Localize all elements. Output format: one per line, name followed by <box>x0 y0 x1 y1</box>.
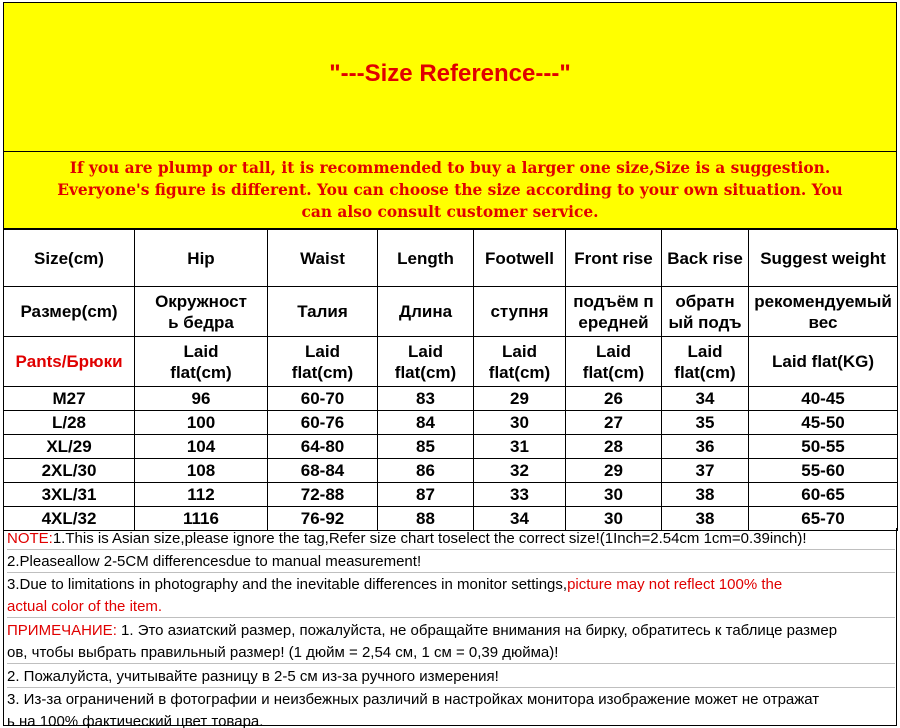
header-cell-ru <box>749 287 898 337</box>
laid-flat-kg-cell <box>749 337 898 387</box>
table-cell-text: 33 <box>510 484 529 504</box>
table-cell-text: 85 <box>416 436 435 456</box>
table-cell-text: 31 <box>510 436 529 456</box>
table-cell <box>135 411 268 435</box>
notes-section <box>3 528 897 726</box>
table-cell <box>474 459 566 483</box>
note-text-red: picture may not reflect 100% the <box>567 576 783 593</box>
table-cell <box>749 435 898 459</box>
table-cell-text: 112 <box>187 484 215 504</box>
table-row <box>4 411 898 435</box>
size-table <box>3 229 898 531</box>
header-cell <box>378 230 474 287</box>
recommendation-notice <box>3 152 897 229</box>
laid-flat-cell <box>135 337 268 387</box>
ru-note-text: ов, чтобы выбрать правильный размер! (1 дюйм = 2,54 см, 1 см = 0,39 дюйма)! <box>7 644 559 661</box>
table-cell-text: 65-70 <box>801 508 845 528</box>
table-cell <box>566 411 662 435</box>
header-cell-ru-text: ередней <box>578 312 649 332</box>
measure-method-row <box>4 337 898 387</box>
note-line-1 <box>7 529 895 550</box>
header-cell-text: Front rise <box>574 248 653 268</box>
title-banner <box>3 2 897 152</box>
header-cell-ru-text: обратн <box>675 291 735 311</box>
pants-label <box>4 337 135 387</box>
table-cell <box>268 387 378 411</box>
note-line-3b <box>7 597 895 618</box>
laid-flat-cell-text: Laid <box>183 341 219 361</box>
table-cell <box>474 387 566 411</box>
ru-note-line-2 <box>7 667 895 688</box>
header-cell-ru-text: Талия <box>297 302 348 321</box>
table-cell <box>662 483 749 507</box>
table-cell <box>4 435 135 459</box>
table-cell <box>268 483 378 507</box>
laid-flat-cell-text: flat(cm) <box>170 362 232 382</box>
table-cell-text: 1116 <box>183 508 219 528</box>
table-cell-text: 87 <box>416 484 435 504</box>
ru-note-label: ПРИМЕЧАНИЕ: <box>7 622 117 639</box>
table-cell <box>378 411 474 435</box>
table-cell <box>749 507 898 531</box>
laid-flat-cell-text: Laid <box>408 341 443 361</box>
header-cell-ru-text: ступня <box>490 302 549 321</box>
ru-note-line-3 <box>7 690 895 710</box>
note-text: 3.Due to limitations in photography and the inevitable differences in monitor settings, <box>7 576 568 593</box>
table-cell <box>4 507 135 531</box>
table-cell <box>268 459 378 483</box>
table-cell-text: 100 <box>186 412 216 432</box>
table-cell <box>474 507 566 531</box>
table-cell-text: 32 <box>510 460 529 480</box>
header-cell <box>749 230 898 287</box>
header-cell-ru-text: Окружност <box>155 291 247 311</box>
laid-flat-cell-text: flat(cm) <box>488 362 551 382</box>
table-cell-text: 88 <box>416 508 435 528</box>
table-cell-text: 26 <box>604 388 623 408</box>
header-cell <box>566 230 662 287</box>
table-cell <box>135 507 268 531</box>
header-cell-text: Footwell <box>485 248 554 268</box>
table-cell-text: 27 <box>604 412 623 432</box>
table-cell-text: 64-80 <box>300 436 345 456</box>
laid-flat-cell <box>566 337 662 387</box>
table-row <box>4 507 898 531</box>
table-cell <box>474 435 566 459</box>
table-cell <box>378 507 474 531</box>
header-cell-ru-text: вес <box>808 312 838 332</box>
ru-note-line-1 <box>7 621 895 641</box>
header-cell <box>474 230 566 287</box>
table-cell <box>135 459 268 483</box>
laid-flat-cell-text: Laid <box>305 341 340 361</box>
table-cell <box>749 411 898 435</box>
table-cell-text: 96 <box>191 388 211 408</box>
table-cell <box>566 483 662 507</box>
table-cell <box>662 387 749 411</box>
header-cell-text: Suggest weight <box>760 248 886 268</box>
laid-flat-cell <box>268 337 378 387</box>
table-cell-text: M27 <box>52 388 86 408</box>
header-cell-text: Length <box>397 248 454 268</box>
ru-note-text: 2. Пожалуйста, учитывайте разницу в 2-5 см из-за ручного измерения! <box>7 668 499 685</box>
laid-flat-cell-text: Laid <box>502 341 537 361</box>
banner-title: "---Size Reference---" <box>329 60 571 87</box>
notice-text <box>57 157 843 223</box>
table-cell <box>135 387 268 411</box>
table-cell-text: 2XL/30 <box>41 460 97 480</box>
table-cell-text: 86 <box>416 460 435 480</box>
notice-line: If you are plump or tall, it is recommended to buy a larger one size,Size is a suggestion. <box>69 159 831 177</box>
header-cell-ru-text: подъём п <box>573 291 654 311</box>
table-cell <box>566 507 662 531</box>
note-line-2 <box>7 552 895 573</box>
table-row <box>4 435 898 459</box>
table-cell <box>135 483 268 507</box>
header-row-ru <box>4 287 898 337</box>
header-cell <box>135 230 268 287</box>
header-cell-text: Waist <box>300 248 345 268</box>
note-line-3 <box>7 575 895 595</box>
laid-flat-cell-text: flat(cm) <box>582 362 645 382</box>
table-cell <box>378 483 474 507</box>
header-cell-text: Back rise <box>667 248 743 268</box>
table-cell-text: 60-76 <box>300 412 345 432</box>
table-cell-text: 3XL/31 <box>41 484 97 504</box>
header-cell-ru-text: рекомендуемый <box>754 291 892 311</box>
table-cell <box>566 459 662 483</box>
table-cell-text: 72-88 <box>300 484 345 504</box>
table-cell <box>4 459 135 483</box>
table-row <box>4 387 898 411</box>
table-cell-text: 40-45 <box>801 388 845 408</box>
table-cell <box>4 411 135 435</box>
table-cell <box>135 435 268 459</box>
table-row <box>4 459 898 483</box>
ru-note-line-3b <box>7 712 895 728</box>
ru-note-text: 3. Из-за ограничений в фотографии и неизбежных различий в настройках монитора изображение может не отражат <box>7 691 820 708</box>
table-cell <box>662 507 749 531</box>
header-cell-ru <box>566 287 662 337</box>
table-cell <box>662 411 749 435</box>
header-cell-ru-text: Размер(cm) <box>20 302 118 321</box>
header-cell-text: Hip <box>187 248 215 268</box>
table-cell-text: 38 <box>695 508 715 528</box>
table-cell <box>378 387 474 411</box>
header-cell-ru-text: ь бедра <box>168 312 234 332</box>
table-cell <box>378 435 474 459</box>
table-cell-text: L/28 <box>51 412 87 432</box>
table-cell-text: 38 <box>695 484 715 504</box>
header-cell-text: Size(cm) <box>34 248 104 268</box>
table-cell-text: 68-84 <box>300 460 345 480</box>
table-cell <box>268 435 378 459</box>
header-row-en <box>4 230 898 287</box>
table-cell <box>268 507 378 531</box>
header-cell-ru <box>662 287 749 337</box>
table-cell <box>749 483 898 507</box>
table-cell <box>4 483 135 507</box>
laid-flat-cell <box>474 337 566 387</box>
header-cell-ru-text: ый подъ <box>668 312 742 332</box>
table-row <box>4 483 898 507</box>
table-cell <box>662 459 749 483</box>
table-cell-text: 84 <box>416 412 435 432</box>
table-cell <box>749 459 898 483</box>
table-cell-text: 45-50 <box>801 412 845 432</box>
header-cell-ru <box>4 287 135 337</box>
ru-note-text: 1. Это азиатский размер, пожалуйста, не обращайте внимания на бирку, обратитесь к таблице размер <box>116 622 838 639</box>
laid-flat-kg-cell-text: Laid flat(KG) <box>772 352 874 371</box>
table-cell <box>268 411 378 435</box>
table-cell <box>566 387 662 411</box>
header-cell-ru <box>268 287 378 337</box>
header-cell <box>268 230 378 287</box>
table-cell-text: 30 <box>604 484 623 504</box>
notice-line: can also consult customer service. <box>301 203 599 221</box>
table-cell-text: 36 <box>695 436 715 456</box>
table-cell-text: 4XL/32 <box>41 508 97 528</box>
table-cell-text: 76-92 <box>300 508 345 528</box>
header-cell-ru <box>135 287 268 337</box>
table-cell-text: 83 <box>416 388 435 408</box>
table-cell-text: 29 <box>510 388 529 408</box>
table-cell <box>749 387 898 411</box>
table-cell-text: 108 <box>186 460 216 480</box>
table-cell-text: 37 <box>695 460 715 480</box>
table-cell-text: 30 <box>510 412 529 432</box>
header-cell-ru-text: Длина <box>398 302 453 321</box>
table-cell-text: 55-60 <box>801 460 845 480</box>
table-cell <box>378 459 474 483</box>
table-cell-text: 34 <box>510 508 529 528</box>
header-cell-ru <box>474 287 566 337</box>
laid-flat-cell <box>378 337 474 387</box>
table-cell-text: 34 <box>695 388 715 408</box>
note-text: 1.This is Asian size,please ignore the tag,Refer size chart toselect the correct size!(1Inch=2.54cm 1cm=0.39inch)! <box>52 530 807 547</box>
ru-note-line-1b <box>7 643 895 664</box>
table-cell-text: XL/29 <box>46 436 92 456</box>
table-cell <box>474 483 566 507</box>
laid-flat-cell-text: flat(cm) <box>291 362 354 382</box>
laid-flat-cell-text: flat(cm) <box>394 362 457 382</box>
table-cell <box>662 435 749 459</box>
table-cell <box>566 435 662 459</box>
table-cell <box>474 411 566 435</box>
note-text: 2.Pleaseallow 2-5CM differencesdue to manual measurement! <box>7 553 422 570</box>
laid-flat-cell <box>662 337 749 387</box>
pants-label-text: Pants/Брюки <box>15 352 123 371</box>
table-cell-text: 60-65 <box>801 484 845 504</box>
table-cell-text: 29 <box>604 460 623 480</box>
laid-flat-cell-text: Laid <box>687 341 723 361</box>
table-cell-text: 35 <box>695 412 715 432</box>
table-cell-text: 104 <box>186 436 216 456</box>
header-cell <box>662 230 749 287</box>
table-cell-text: 30 <box>604 508 623 528</box>
header-cell-ru <box>378 287 474 337</box>
notice-line: Everyone's figure is different. You can choose the size according to your own situation. You <box>57 181 843 199</box>
note-text-red: actual color of the item. <box>7 598 163 615</box>
table-cell-text: 28 <box>604 436 623 456</box>
table-cell <box>4 387 135 411</box>
header-cell <box>4 230 135 287</box>
table-cell-text: 50-55 <box>801 436 845 456</box>
ru-note-text: ь на 100% фактический цвет товара. <box>7 713 264 728</box>
laid-flat-cell-text: Laid <box>596 341 631 361</box>
laid-flat-cell-text: flat(cm) <box>674 362 736 382</box>
table-cell-text: 60-70 <box>300 388 345 408</box>
note-label: NOTE: <box>7 530 53 547</box>
